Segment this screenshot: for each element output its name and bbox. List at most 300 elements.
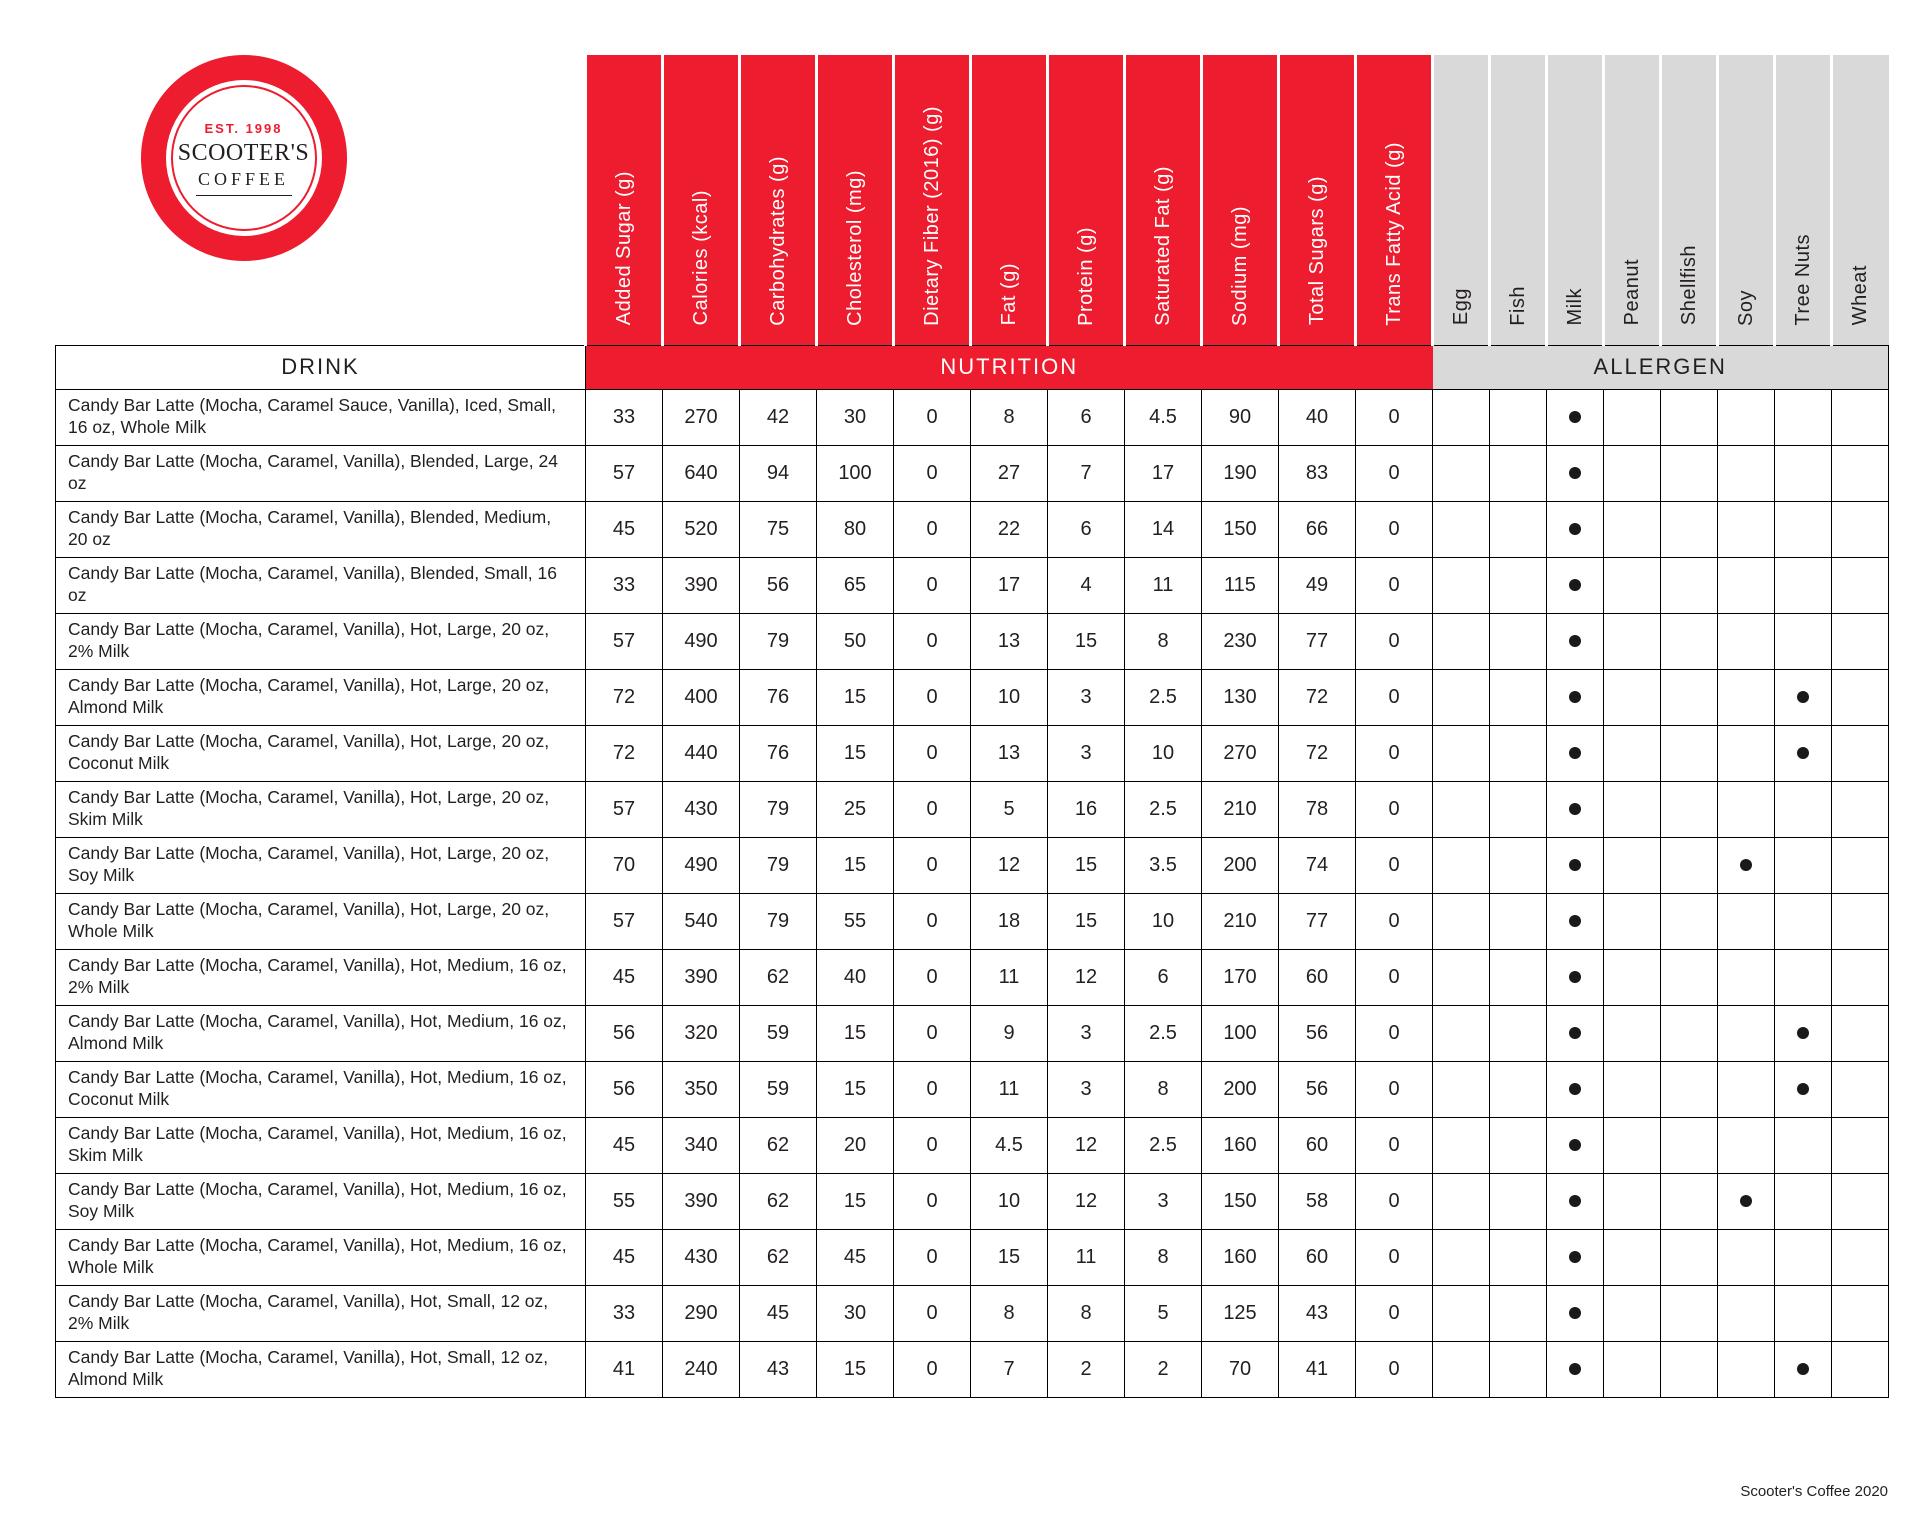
drink-name: Candy Bar Latte (Mocha, Caramel, Vanilla), Hot, Medium, 16 oz, Whole Milk <box>56 1229 586 1285</box>
nutrition-value: 45 <box>586 1229 663 1285</box>
nutrition-value: 10 <box>971 669 1048 725</box>
nutrition-value: 70 <box>1202 1341 1279 1397</box>
nutrition-value: 41 <box>1279 1341 1356 1397</box>
nutrition-value: 0 <box>894 837 971 893</box>
allergen-cell <box>1433 445 1490 501</box>
nutrition-value: 4.5 <box>1125 389 1202 445</box>
nutrition-value: 62 <box>740 949 817 1005</box>
nutrition-value: 170 <box>1202 949 1279 1005</box>
nutrition-value: 9 <box>971 1005 1048 1061</box>
allergen-cell <box>1661 837 1718 893</box>
nutrition-value: 43 <box>740 1341 817 1397</box>
nutrition-value: 3 <box>1048 725 1125 781</box>
nutrition-value: 240 <box>663 1341 740 1397</box>
nutrition-value: 57 <box>586 613 663 669</box>
nutrition-value: 0 <box>1356 893 1433 949</box>
drink-name: Candy Bar Latte (Mocha, Caramel, Vanilla), Hot, Medium, 16 oz, 2% Milk <box>56 949 586 1005</box>
allergen-cell <box>1718 445 1775 501</box>
nutrition-value: 11 <box>1048 1229 1125 1285</box>
allergen-cell <box>1433 837 1490 893</box>
nutrition-column-header <box>1048 55 1125 345</box>
soy-allergen-dot <box>1740 859 1752 871</box>
drink-row <box>56 893 1889 949</box>
allergen-cell <box>1490 725 1547 781</box>
nutrition-value: 390 <box>663 1173 740 1229</box>
allergen-cell <box>1433 1229 1490 1285</box>
nutrition-value: 58 <box>1279 1173 1356 1229</box>
allergen-cell <box>1661 1061 1718 1117</box>
logo-cell <box>56 55 586 345</box>
allergen-cell <box>1661 781 1718 837</box>
nutrition-value: 74 <box>1279 837 1356 893</box>
nutrition-value: 290 <box>663 1285 740 1341</box>
allergen-cell <box>1775 725 1832 781</box>
allergen-cell <box>1775 669 1832 725</box>
milk-allergen-dot <box>1569 915 1581 927</box>
drink-name: Candy Bar Latte (Mocha, Caramel, Vanilla), Hot, Medium, 16 oz, Almond Milk <box>56 1005 586 1061</box>
nutrition-value: 62 <box>740 1229 817 1285</box>
nutrition-value: 15 <box>1048 837 1125 893</box>
nutrition-value: 33 <box>586 557 663 613</box>
drink-row <box>56 501 1889 557</box>
allergen-cell <box>1775 501 1832 557</box>
allergen-cell <box>1490 1285 1547 1341</box>
logo-underline <box>196 195 292 196</box>
nutrition-value: 10 <box>1125 725 1202 781</box>
allergen-cell <box>1832 669 1889 725</box>
allergen-cell <box>1661 1229 1718 1285</box>
nutrition-value: 0 <box>894 669 971 725</box>
allergen-cell <box>1718 1341 1775 1397</box>
nutrition-value: 0 <box>1356 1285 1433 1341</box>
allergen-cell <box>1490 893 1547 949</box>
nutrition-value: 190 <box>1202 445 1279 501</box>
allergen-column-label: Egg <box>1449 288 1472 326</box>
nutrition-value: 80 <box>817 501 894 557</box>
allergen-cell <box>1490 669 1547 725</box>
allergen-cell <box>1547 781 1604 837</box>
nutrition-value: 350 <box>663 1061 740 1117</box>
nutrition-value: 11 <box>971 1061 1048 1117</box>
nutrition-column-header <box>1356 55 1433 345</box>
allergen-cell <box>1490 445 1547 501</box>
nutrition-column-label: Cholesterol (mg) <box>843 169 866 326</box>
allergen-cell <box>1604 949 1661 1005</box>
allergen-cell <box>1832 445 1889 501</box>
drink-row <box>56 1117 1889 1173</box>
nutrition-value: 0 <box>894 1005 971 1061</box>
nutrition-column-label: Fat (g) <box>997 263 1020 326</box>
allergen-cell <box>1547 557 1604 613</box>
nutrition-value: 100 <box>817 445 894 501</box>
section-band-row <box>56 345 1889 389</box>
allergen-column-label: Milk <box>1563 287 1586 326</box>
drink-row <box>56 1173 1889 1229</box>
allergen-column-label: Wheat <box>1849 265 1872 326</box>
nutrition-value: 8 <box>971 389 1048 445</box>
nutrition-value: 7 <box>1048 445 1125 501</box>
nutrition-value: 0 <box>894 781 971 837</box>
milk-allergen-dot <box>1569 523 1581 535</box>
tree-nuts-allergen-dot <box>1797 747 1809 759</box>
nutrition-value: 66 <box>1279 501 1356 557</box>
nutrition-value: 15 <box>817 1341 894 1397</box>
nutrition-value: 210 <box>1202 893 1279 949</box>
allergen-cell <box>1433 893 1490 949</box>
allergen-column-label: Tree Nuts <box>1791 233 1814 326</box>
allergen-cell <box>1547 949 1604 1005</box>
nutrition-value: 115 <box>1202 557 1279 613</box>
milk-allergen-dot <box>1569 859 1581 871</box>
drink-name: Candy Bar Latte (Mocha, Caramel, Vanilla), Hot, Large, 20 oz, Skim Milk <box>56 781 586 837</box>
logo-est-text: EST. 1998 <box>204 120 283 136</box>
allergen-cell <box>1490 389 1547 445</box>
nutrition-value: 130 <box>1202 669 1279 725</box>
drink-name: Candy Bar Latte (Mocha, Caramel Sauce, Vanilla), Iced, Small, 16 oz, Whole Milk <box>56 389 586 445</box>
nutrition-value: 200 <box>1202 1061 1279 1117</box>
nutrition-value: 0 <box>1356 949 1433 1005</box>
allergen-cell <box>1604 1117 1661 1173</box>
allergen-cell <box>1661 725 1718 781</box>
nutrition-value: 0 <box>894 949 971 1005</box>
allergen-cell <box>1718 1229 1775 1285</box>
allergen-cell <box>1775 893 1832 949</box>
allergen-cell <box>1775 389 1832 445</box>
allergen-cell <box>1775 837 1832 893</box>
allergen-cell <box>1661 501 1718 557</box>
nutrition-value: 33 <box>586 389 663 445</box>
allergen-cell <box>1832 893 1889 949</box>
nutrition-value: 0 <box>1356 613 1433 669</box>
allergen-cell <box>1718 781 1775 837</box>
nutrition-value: 0 <box>894 725 971 781</box>
allergen-cell <box>1775 1341 1832 1397</box>
nutrition-column-label: Trans Fatty Acid (g) <box>1382 141 1405 326</box>
allergen-cell <box>1661 949 1718 1005</box>
nutrition-value: 40 <box>1279 389 1356 445</box>
nutrition-column-header <box>586 55 663 345</box>
nutrition-value: 10 <box>1125 893 1202 949</box>
nutrition-value: 3 <box>1048 1061 1125 1117</box>
allergen-cell <box>1832 1229 1889 1285</box>
drink-band-header: DRINK <box>56 345 586 389</box>
nutrition-value: 0 <box>894 1229 971 1285</box>
allergen-cell <box>1832 1005 1889 1061</box>
nutrition-value: 125 <box>1202 1285 1279 1341</box>
milk-allergen-dot <box>1569 1027 1581 1039</box>
nutrition-value: 40 <box>817 949 894 1005</box>
drink-row <box>56 1341 1889 1397</box>
allergen-cell <box>1661 669 1718 725</box>
nutrition-value: 15 <box>817 669 894 725</box>
nutrition-value: 56 <box>586 1061 663 1117</box>
nutrition-value: 12 <box>1048 1173 1125 1229</box>
allergen-cell <box>1547 1285 1604 1341</box>
nutrition-value: 4.5 <box>971 1117 1048 1173</box>
allergen-cell <box>1490 557 1547 613</box>
allergen-cell <box>1433 1173 1490 1229</box>
allergen-cell <box>1718 1285 1775 1341</box>
allergen-column-header <box>1547 55 1604 345</box>
milk-allergen-dot <box>1569 691 1581 703</box>
allergen-cell <box>1490 949 1547 1005</box>
tree-nuts-allergen-dot <box>1797 691 1809 703</box>
nutrition-value: 45 <box>586 1117 663 1173</box>
nutrition-value: 15 <box>817 1005 894 1061</box>
allergen-cell <box>1490 837 1547 893</box>
nutrition-value: 270 <box>1202 725 1279 781</box>
tree-nuts-allergen-dot <box>1797 1027 1809 1039</box>
drink-name: Candy Bar Latte (Mocha, Caramel, Vanilla), Hot, Large, 20 oz, Soy Milk <box>56 837 586 893</box>
nutrition-value: 2.5 <box>1125 669 1202 725</box>
allergen-cell <box>1718 389 1775 445</box>
allergen-cell <box>1433 1117 1490 1173</box>
nutrition-value: 0 <box>894 445 971 501</box>
drink-name: Candy Bar Latte (Mocha, Caramel, Vanilla), Hot, Medium, 16 oz, Skim Milk <box>56 1117 586 1173</box>
allergen-cell <box>1433 669 1490 725</box>
allergen-cell <box>1547 893 1604 949</box>
allergen-cell <box>1661 613 1718 669</box>
nutrition-value: 0 <box>1356 1117 1433 1173</box>
allergen-cell <box>1832 781 1889 837</box>
allergen-cell <box>1661 893 1718 949</box>
allergen-cell <box>1832 557 1889 613</box>
allergen-cell <box>1661 1341 1718 1397</box>
allergen-cell <box>1775 445 1832 501</box>
allergen-cell <box>1433 1061 1490 1117</box>
allergen-cell <box>1547 1229 1604 1285</box>
allergen-cell <box>1718 1005 1775 1061</box>
drink-name: Candy Bar Latte (Mocha, Caramel, Vanilla), Hot, Small, 12 oz, Almond Milk <box>56 1341 586 1397</box>
nutrition-value: 390 <box>663 949 740 1005</box>
nutrition-value: 78 <box>1279 781 1356 837</box>
nutrition-value: 5 <box>971 781 1048 837</box>
nutrition-value: 13 <box>971 613 1048 669</box>
nutrition-value: 210 <box>1202 781 1279 837</box>
allergen-cell <box>1661 1285 1718 1341</box>
nutrition-value: 0 <box>894 389 971 445</box>
nutrition-value: 60 <box>1279 1229 1356 1285</box>
nutrition-value: 3.5 <box>1125 837 1202 893</box>
nutrition-value: 0 <box>894 557 971 613</box>
drink-row <box>56 781 1889 837</box>
milk-allergen-dot <box>1569 635 1581 647</box>
nutrition-value: 0 <box>1356 725 1433 781</box>
drink-row <box>56 389 1889 445</box>
vertical-header-row <box>56 55 1889 345</box>
logo-brand-name: SCOOTER'S <box>177 139 310 166</box>
nutrition-value: 45 <box>817 1229 894 1285</box>
allergen-cell <box>1604 893 1661 949</box>
nutrition-value: 520 <box>663 501 740 557</box>
logo-coffee-text: COFFEE <box>197 168 290 189</box>
nutrition-value: 17 <box>1125 445 1202 501</box>
nutrition-value: 430 <box>663 781 740 837</box>
allergen-cell <box>1433 1005 1490 1061</box>
allergen-cell <box>1490 613 1547 669</box>
nutrition-value: 390 <box>663 557 740 613</box>
nutrition-value: 7 <box>971 1341 1048 1397</box>
drink-row <box>56 669 1889 725</box>
allergen-cell <box>1547 613 1604 669</box>
nutrition-value: 79 <box>740 613 817 669</box>
milk-allergen-dot <box>1569 1195 1581 1207</box>
allergen-cell <box>1490 1341 1547 1397</box>
allergen-cell <box>1490 1229 1547 1285</box>
nutrition-value: 42 <box>740 389 817 445</box>
nutrition-column-header <box>1279 55 1356 345</box>
nutrition-value: 70 <box>586 837 663 893</box>
allergen-cell <box>1433 557 1490 613</box>
nutrition-value: 640 <box>663 445 740 501</box>
allergen-cell <box>1775 1173 1832 1229</box>
nutrition-value: 55 <box>817 893 894 949</box>
allergen-cell <box>1547 445 1604 501</box>
allergen-cell <box>1661 445 1718 501</box>
allergen-cell <box>1433 949 1490 1005</box>
nutrition-value: 59 <box>740 1061 817 1117</box>
allergen-cell <box>1832 389 1889 445</box>
allergen-cell <box>1604 669 1661 725</box>
nutrition-value: 2 <box>1048 1341 1125 1397</box>
nutrition-value: 430 <box>663 1229 740 1285</box>
nutrition-value: 77 <box>1279 893 1356 949</box>
nutrition-value: 3 <box>1048 669 1125 725</box>
allergen-cell <box>1832 837 1889 893</box>
allergen-cell <box>1604 1229 1661 1285</box>
allergen-cell <box>1547 1061 1604 1117</box>
nutrition-value: 15 <box>817 725 894 781</box>
nutrition-value: 25 <box>817 781 894 837</box>
nutrition-column-label: Dietary Fiber (2016) (g) <box>920 105 943 326</box>
nutrition-value: 440 <box>663 725 740 781</box>
tree-nuts-allergen-dot <box>1797 1363 1809 1375</box>
nutrition-value: 5 <box>1125 1285 1202 1341</box>
nutrition-column-header <box>894 55 971 345</box>
nutrition-value: 14 <box>1125 501 1202 557</box>
nutrition-value: 8 <box>1125 1061 1202 1117</box>
nutrition-value: 33 <box>586 1285 663 1341</box>
drink-name: Candy Bar Latte (Mocha, Caramel, Vanilla), Hot, Large, 20 oz, 2% Milk <box>56 613 586 669</box>
allergen-cell <box>1490 1117 1547 1173</box>
nutrition-value: 17 <box>971 557 1048 613</box>
nutrition-value: 56 <box>1279 1005 1356 1061</box>
allergen-column-header <box>1718 55 1775 345</box>
nutrition-value: 400 <box>663 669 740 725</box>
milk-allergen-dot <box>1569 579 1581 591</box>
drink-row <box>56 445 1889 501</box>
nutrition-value: 0 <box>1356 781 1433 837</box>
nutrition-column-label: Calories (kcal) <box>689 190 712 326</box>
drink-name: Candy Bar Latte (Mocha, Caramel, Vanilla), Hot, Large, 20 oz, Coconut Milk <box>56 725 586 781</box>
nutrition-value: 8 <box>1125 1229 1202 1285</box>
nutrition-value: 75 <box>740 501 817 557</box>
milk-allergen-dot <box>1569 1083 1581 1095</box>
allergen-cell <box>1433 725 1490 781</box>
nutrition-value: 0 <box>894 1341 971 1397</box>
allergen-cell <box>1547 725 1604 781</box>
nutrition-value: 41 <box>586 1341 663 1397</box>
drink-row <box>56 1005 1889 1061</box>
drink-row <box>56 1229 1889 1285</box>
allergen-column-label: Fish <box>1506 285 1529 326</box>
allergen-cell <box>1775 1117 1832 1173</box>
allergen-cell <box>1832 1285 1889 1341</box>
allergen-cell <box>1775 1005 1832 1061</box>
nutrition-value: 2.5 <box>1125 1117 1202 1173</box>
nutrition-value: 20 <box>817 1117 894 1173</box>
milk-allergen-dot <box>1569 1363 1581 1375</box>
allergen-cell <box>1775 1061 1832 1117</box>
nutrition-value: 72 <box>586 669 663 725</box>
allergen-cell <box>1718 613 1775 669</box>
nutrition-value: 16 <box>1048 781 1125 837</box>
nutrition-value: 72 <box>586 725 663 781</box>
nutrition-value: 2.5 <box>1125 781 1202 837</box>
nutrition-value: 45 <box>740 1285 817 1341</box>
nutrition-value: 62 <box>740 1117 817 1173</box>
drink-name: Candy Bar Latte (Mocha, Caramel, Vanilla), Blended, Medium, 20 oz <box>56 501 586 557</box>
footer-credit: Scooter's Coffee 2020 <box>1740 1483 1888 1500</box>
nutrition-value: 15 <box>1048 613 1125 669</box>
drink-name: Candy Bar Latte (Mocha, Caramel, Vanilla), Blended, Small, 16 oz <box>56 557 586 613</box>
milk-allergen-dot <box>1569 1307 1581 1319</box>
allergen-cell <box>1547 1341 1604 1397</box>
allergen-cell <box>1490 501 1547 557</box>
allergen-cell <box>1490 1061 1547 1117</box>
nutrition-value: 2 <box>1125 1341 1202 1397</box>
allergen-cell <box>1661 557 1718 613</box>
nutrition-value: 72 <box>1279 669 1356 725</box>
nutrition-column-header <box>740 55 817 345</box>
allergen-cell <box>1604 781 1661 837</box>
allergen-cell <box>1490 781 1547 837</box>
nutrition-value: 0 <box>1356 389 1433 445</box>
allergen-cell <box>1775 557 1832 613</box>
nutrition-value: 320 <box>663 1005 740 1061</box>
allergen-cell <box>1718 725 1775 781</box>
soy-allergen-dot <box>1740 1195 1752 1207</box>
allergen-cell <box>1604 557 1661 613</box>
allergen-cell <box>1661 1117 1718 1173</box>
nutrition-value: 11 <box>971 949 1048 1005</box>
drink-name: Candy Bar Latte (Mocha, Caramel, Vanilla), Hot, Medium, 16 oz, Coconut Milk <box>56 1061 586 1117</box>
drink-row <box>56 1285 1889 1341</box>
nutrition-value: 72 <box>1279 725 1356 781</box>
logo-inner-circle <box>166 80 322 236</box>
allergen-cell <box>1718 837 1775 893</box>
nutrition-value: 62 <box>740 1173 817 1229</box>
allergen-column-header <box>1490 55 1547 345</box>
drink-rows-body <box>56 389 1889 1397</box>
milk-allergen-dot <box>1569 971 1581 983</box>
nutrition-value: 6 <box>1048 389 1125 445</box>
allergen-cell <box>1547 837 1604 893</box>
nutrition-value: 0 <box>894 1061 971 1117</box>
allergen-cell <box>1547 669 1604 725</box>
drink-row <box>56 613 1889 669</box>
nutrition-value: 65 <box>817 557 894 613</box>
allergen-cell <box>1775 1229 1832 1285</box>
nutrition-value: 15 <box>817 1061 894 1117</box>
nutrition-value: 0 <box>894 1117 971 1173</box>
nutrition-value: 0 <box>894 1285 971 1341</box>
milk-allergen-dot <box>1569 1251 1581 1263</box>
nutrition-column-header <box>1125 55 1202 345</box>
nutrition-value: 200 <box>1202 837 1279 893</box>
nutrition-value: 0 <box>1356 1229 1433 1285</box>
nutrition-value: 90 <box>1202 389 1279 445</box>
